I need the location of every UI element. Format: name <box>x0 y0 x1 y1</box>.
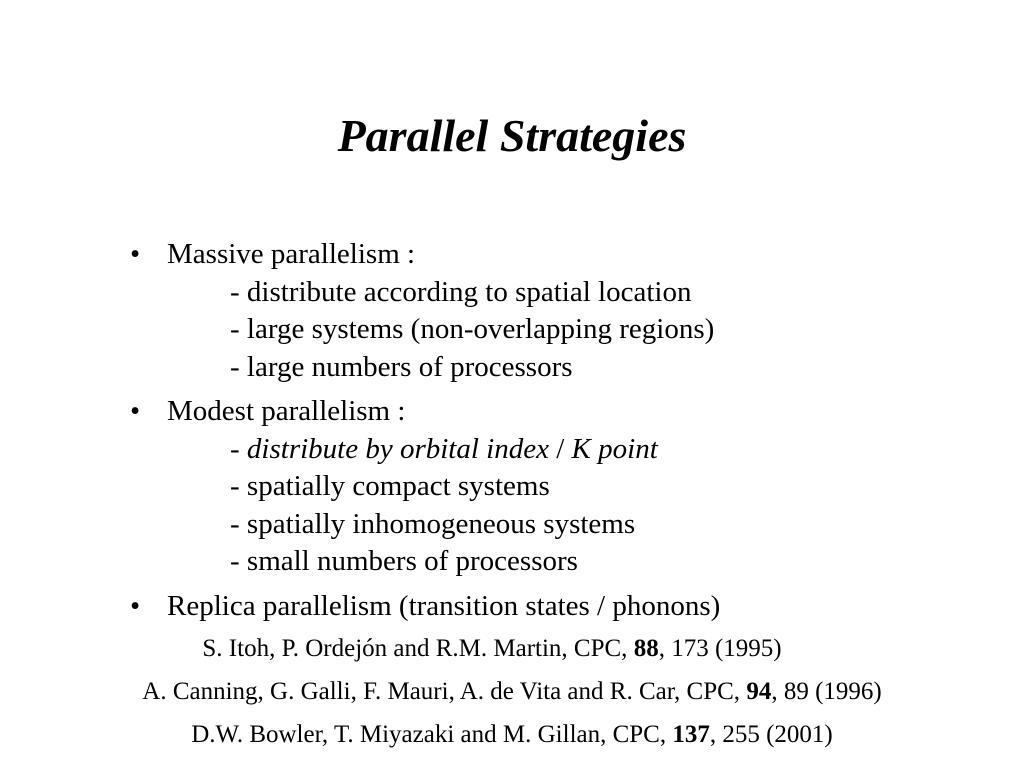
bullet-massive <box>130 236 990 386</box>
bullet-replica <box>130 588 990 626</box>
sub-item-prefix: - <box>230 432 247 465</box>
reference-text: S. Itoh, P. Ordejón and R.M. Martin, CPC, <box>202 635 634 662</box>
sub-item-separator: / <box>548 432 572 465</box>
sub-item: - large numbers of processors <box>230 350 573 383</box>
sub-item-italic: K point <box>571 432 658 465</box>
reference-volume: 94 <box>746 678 772 705</box>
reference-text: A. Canning, G. Galli, F. Mauri, A. de Vita and R. Car, CPC, <box>142 678 747 705</box>
bullet-dot-icon: • <box>130 395 141 427</box>
references <box>0 627 1024 756</box>
reference-volume: 137 <box>672 721 710 748</box>
bullet-list <box>130 236 990 632</box>
reference-item <box>0 713 1024 756</box>
reference-text: D.W. Bowler, T. Miyazaki and M. Gillan, CPC, <box>191 721 673 748</box>
sub-item: - spatially inhomogeneous systems <box>230 507 636 540</box>
reference-text: , 173 (1995) <box>658 635 782 662</box>
bullet-dot-icon: • <box>130 589 141 622</box>
reference-item <box>0 627 1024 670</box>
bullet-label: Massive parallelism : <box>167 238 416 270</box>
sub-item: - distribute according to spatial location <box>230 275 692 308</box>
reference-text: , 255 (2001) <box>709 721 833 748</box>
bullet-dot-icon: • <box>130 238 141 270</box>
bullet-label: Replica parallelism (transition states / phonons) <box>167 589 721 622</box>
sub-item-italic: distribute by orbital index <box>246 432 549 465</box>
reference-volume: 88 <box>633 635 659 662</box>
reference-text: , 89 (1996) <box>771 678 882 705</box>
bullet-label: Modest parallelism : <box>167 395 406 427</box>
sub-item: - spatially compact systems <box>230 470 550 502</box>
sub-item <box>167 431 990 469</box>
sub-item: - small numbers of processors <box>230 545 578 577</box>
sub-item: - large systems (non-overlapping regions) <box>230 313 715 345</box>
bullet-modest <box>130 393 990 581</box>
reference-item <box>0 670 1024 713</box>
slide-title: Parallel Strategies <box>337 110 687 161</box>
